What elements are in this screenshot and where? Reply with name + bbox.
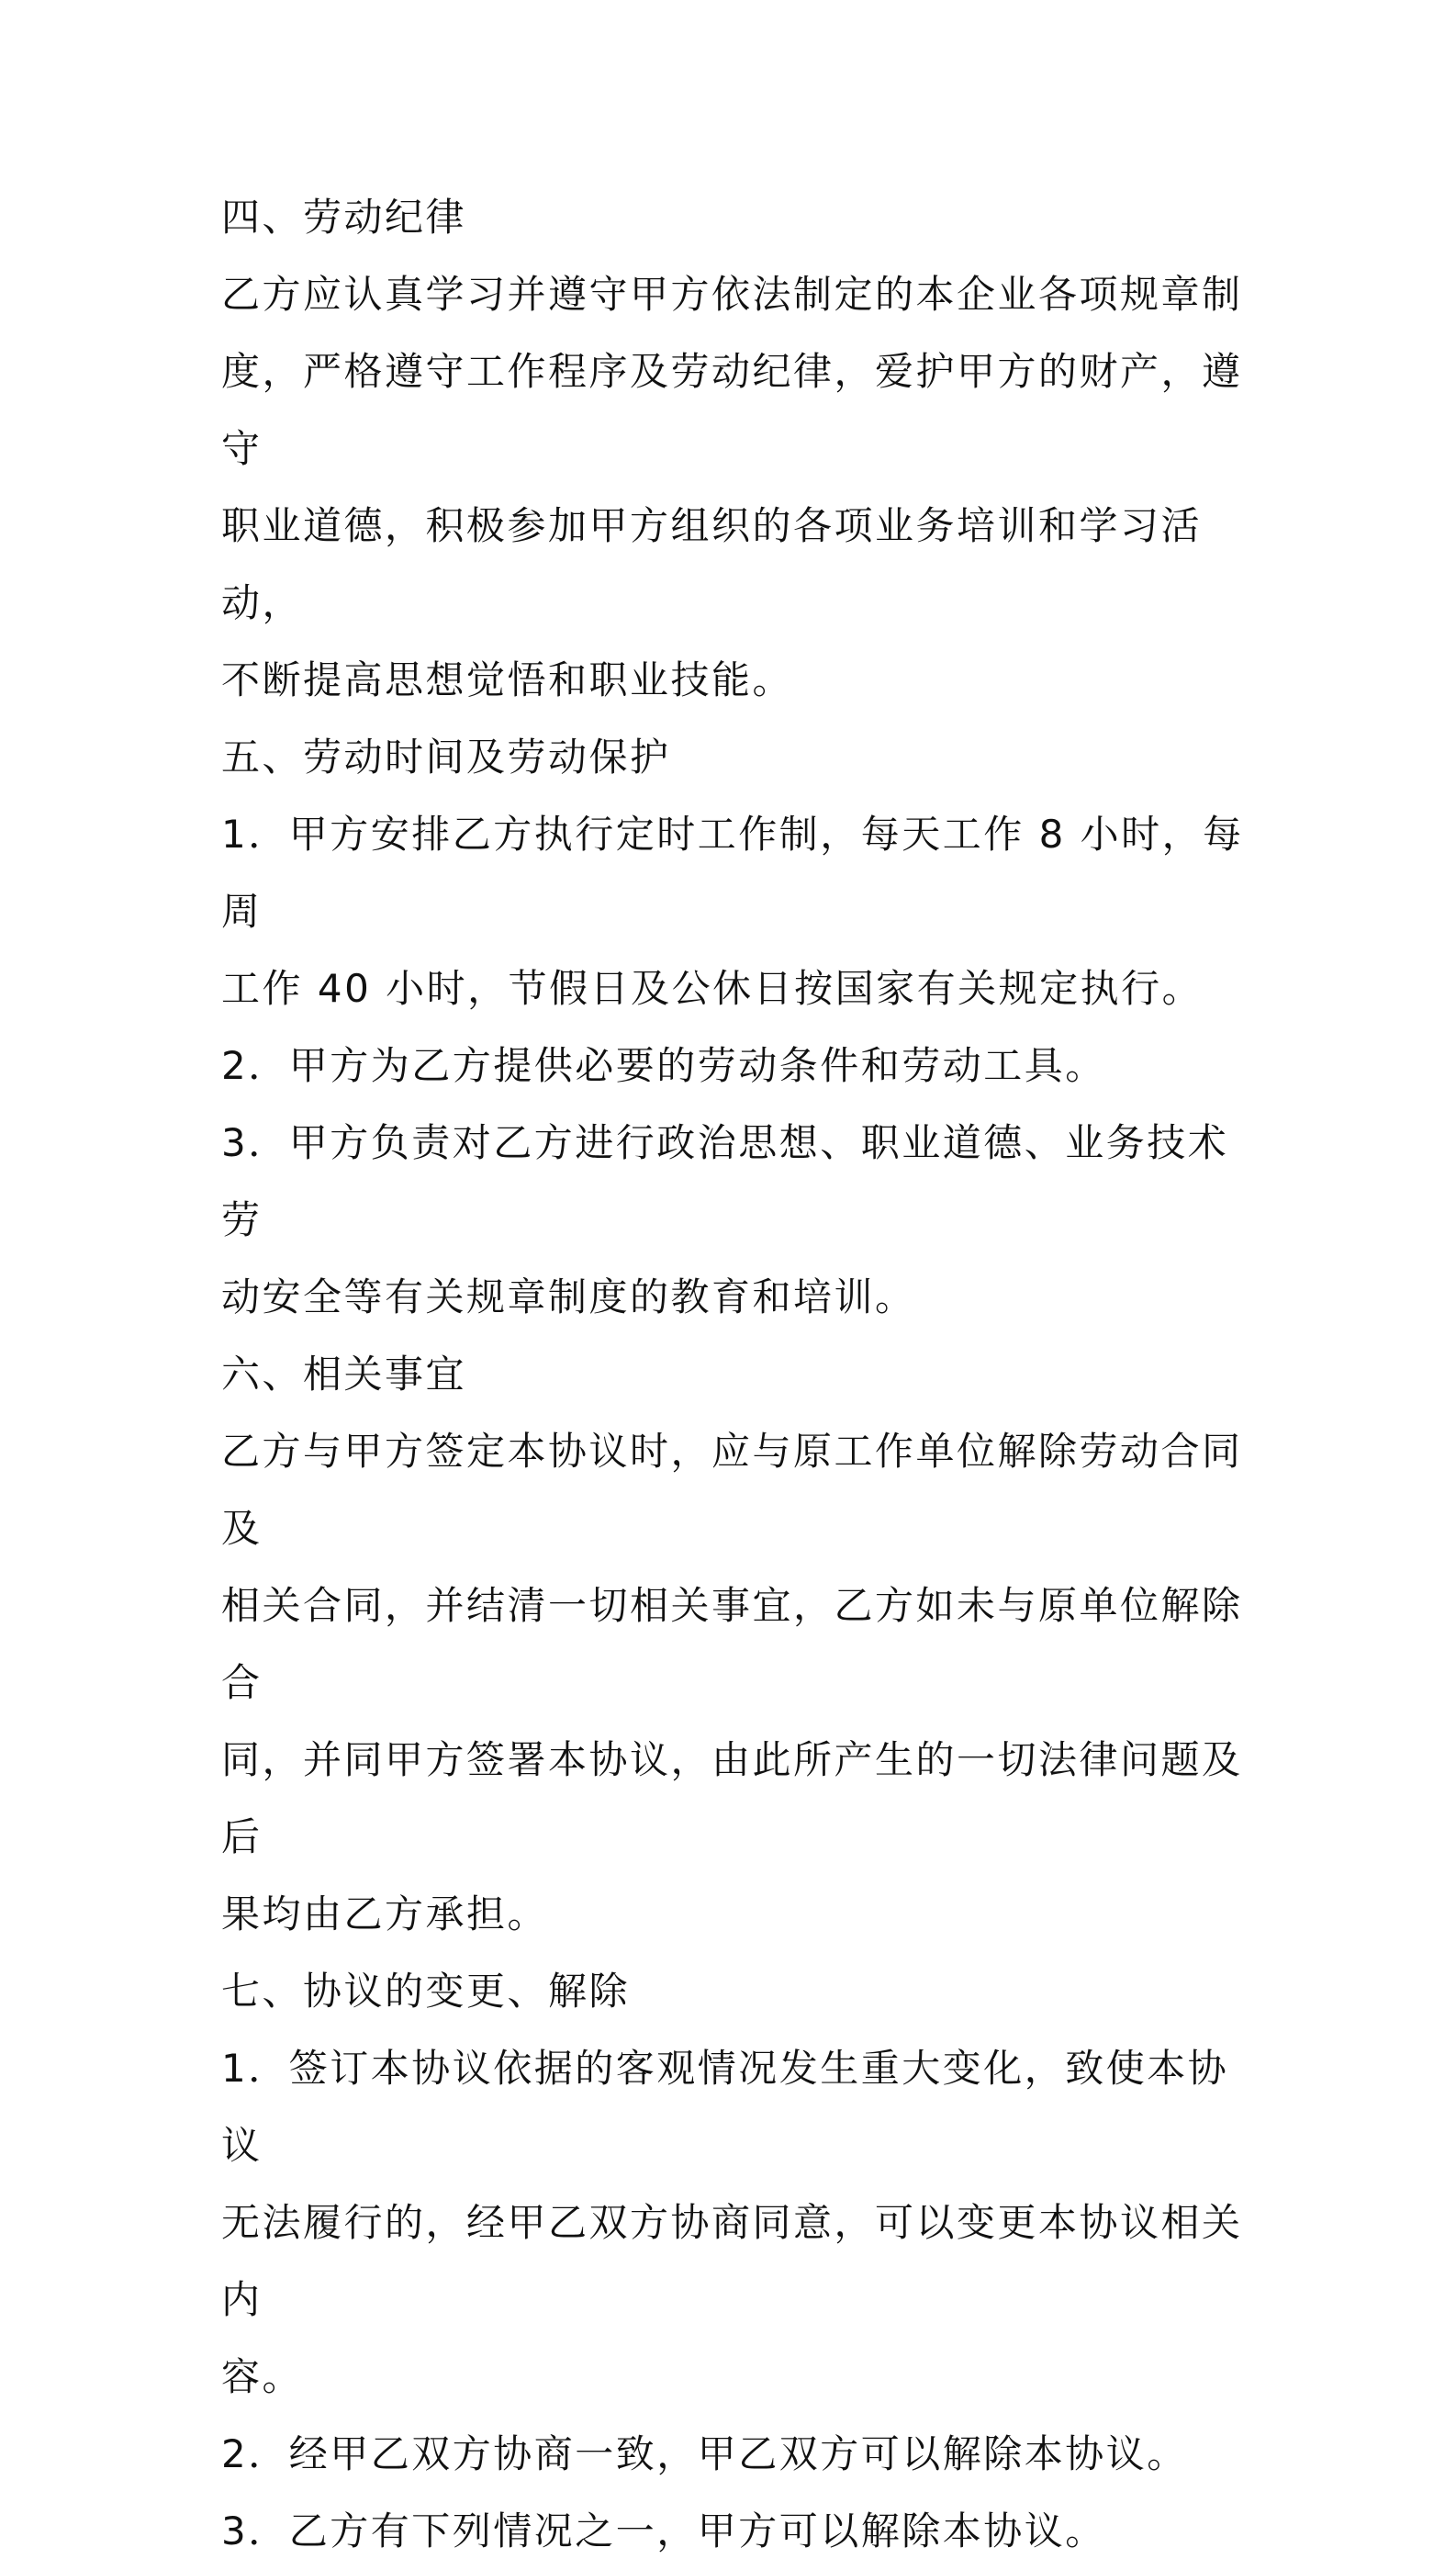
text-line: 无法履行的，经甲乙双方协商同意，可以变更本协议相关内 [221,2200,1243,2322]
text-line: 1．甲方安排乙方执行定时工作制，每天工作 8 小时，每周 [221,812,1244,934]
text-line: 2．甲方为乙方提供必要的劳动条件和劳动工具。 [221,1043,1106,1088]
text-line: 1．签订本协议依据的客观情况发生重大变化，致使本协议 [221,2046,1229,2168]
section-heading-working-hours: 五、劳动时间及劳动保护 [221,735,671,780]
section-heading-related-matters: 六、相关事宜 [221,1352,467,1397]
text-line: 3．甲方负责对乙方进行政治思想、职业道德、业务技术劳 [221,1120,1229,1242]
text-line: 乙方与甲方签定本协议时，应与原工作单位解除劳动合同及 [221,1429,1243,1551]
document-body [221,179,1249,2570]
text-line: 不断提高思想觉悟和职业技能。 [221,657,794,702]
text-line: 3．乙方有下列情况之一，甲方可以解除本协议。 [221,2508,1106,2553]
text-line: 工作 40 小时，节假日及公休日按国家有关规定执行。 [221,966,1204,1011]
text-line: 同，并同甲方签署本协议，由此所产生的一切法律问题及后 [221,1737,1243,1859]
text-line: 相关合同，并结清一切相关事宜，乙方如未与原单位解除合 [221,1583,1243,1705]
text-line: 容。 [221,2354,304,2399]
text-line: 果均由乙方承担。 [221,1891,549,1936]
text-line: 职业道德，积极参加甲方组织的各项业务培训和学习活动， [221,503,1203,625]
section-heading-change-termination: 七、协议的变更、解除 [221,1969,631,2014]
text-line: 度，严格遵守工作程序及劳动纪律，爱护甲方的财产，遵守 [221,349,1243,471]
section-heading-labor-discipline: 四、劳动纪律 [221,195,467,240]
text-line: 2．经甲乙双方协商一致，甲乙双方可以解除本协议。 [221,2431,1188,2476]
text-line: 乙方应认真学习并遵守甲方依法制定的本企业各项规章制 [221,272,1243,317]
text-line: 动安全等有关规章制度的教育和培训。 [221,1274,916,1319]
